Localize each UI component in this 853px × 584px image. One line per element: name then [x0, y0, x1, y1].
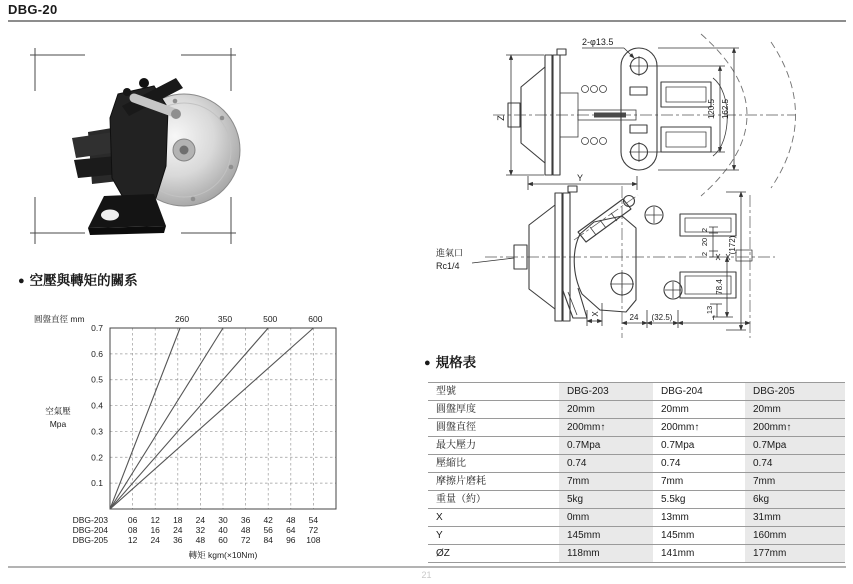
- spec-header-row: [428, 383, 845, 401]
- chart-text: 350: [217, 314, 233, 324]
- chart-text: 24: [173, 525, 183, 535]
- spec-cell: 0.74: [745, 455, 845, 473]
- dim-label-r: r: [712, 313, 716, 322]
- spec-cell: 7mm: [653, 473, 745, 491]
- dim-x: [587, 303, 602, 326]
- chart-text: 0.5: [91, 374, 103, 385]
- spec-cell: 20mm: [653, 401, 745, 419]
- table-section-heading: [424, 351, 476, 371]
- spec-row-label: X: [428, 509, 559, 527]
- chart-text: 260: [174, 314, 190, 324]
- spec-row-label: Y: [428, 527, 559, 545]
- chart-text: 40: [218, 525, 228, 535]
- spec-row: [428, 545, 845, 563]
- chart-text: 600: [308, 314, 323, 324]
- spec-cell: 7mm: [559, 473, 653, 491]
- spec-cell: 0.7Mpa: [559, 437, 653, 455]
- spec-cell: 0.7Mpa: [745, 437, 845, 455]
- dim-label-32-5: (32.5): [651, 313, 673, 322]
- spec-row: [428, 437, 845, 455]
- spec-cell: 5.5kg: [653, 491, 745, 509]
- spec-cell: 0mm: [559, 509, 653, 527]
- dim-label-13: 13: [705, 305, 714, 315]
- chart-text: 12: [150, 515, 160, 525]
- air-chamber: [514, 186, 577, 321]
- chart-text: 12: [127, 535, 138, 545]
- chart-text: DBG-205: [72, 535, 108, 545]
- chart-text: 24: [150, 535, 160, 545]
- spec-row: [428, 401, 845, 419]
- chart-text: 36: [240, 515, 251, 525]
- chart-text: 08: [127, 525, 138, 535]
- dim-label-20: 20: [700, 237, 709, 247]
- spec-row-label: 圓盤直徑: [428, 419, 559, 437]
- chart-text: 06: [127, 515, 138, 525]
- drawing-side-view: [430, 170, 853, 350]
- chart-text: 0.6: [91, 348, 103, 359]
- chart-text: 72: [240, 535, 251, 545]
- spec-table: [428, 382, 845, 563]
- dim-label-y: Y: [576, 173, 584, 183]
- dim-label-24: 24: [629, 313, 639, 322]
- chart-text: 54: [308, 515, 319, 525]
- spec-cell: 31mm: [745, 509, 845, 527]
- dim-label-172: (172): [728, 235, 737, 255]
- brake-photo-illustration: [72, 78, 240, 235]
- spec-row-label: 重量（約）: [428, 491, 559, 509]
- spec-cell: 20mm: [559, 401, 653, 419]
- dim-label-x: X: [591, 311, 600, 317]
- spec-cell: 7mm: [745, 473, 845, 491]
- spec-row-label: 最大壓力: [428, 437, 559, 455]
- product-photo: [28, 46, 268, 246]
- brake-pads: [661, 78, 727, 156]
- spec-row: [428, 527, 845, 545]
- spec-col-header: DBG-204: [653, 383, 745, 401]
- spec-row: [428, 473, 845, 491]
- chart-text: 0.2: [91, 452, 103, 463]
- chart-text: DBG-203: [72, 515, 108, 525]
- dim-label-78-4: 78.4: [715, 279, 724, 295]
- spec-row-label: 壓縮比: [428, 455, 559, 473]
- bullet-icon: ●: [424, 357, 431, 369]
- spec-col-header: DBG-205: [745, 383, 845, 401]
- bullet-icon: ●: [18, 275, 25, 287]
- series-line-600: [110, 328, 313, 509]
- dim-78-4: [712, 257, 733, 317]
- spec-cell: 6kg: [745, 491, 845, 509]
- table-heading-text: 規格表: [435, 355, 477, 370]
- mounting-foot: [562, 288, 587, 318]
- spec-row: [428, 491, 845, 509]
- chart-text: 空氣壓: [45, 406, 71, 416]
- page-number: 21: [421, 570, 432, 580]
- chart-text: Mpa: [49, 419, 67, 429]
- spec-col-model-label: 型號: [428, 383, 559, 401]
- chart-text: 96: [286, 535, 296, 545]
- spec-cell: 0.74: [559, 455, 653, 473]
- spec-cell: 200mm↑: [559, 419, 653, 437]
- chart-text: 60: [218, 535, 228, 545]
- spec-cell: 13mm: [653, 509, 745, 527]
- dim-label-2b: 2: [700, 251, 709, 257]
- chart-text: 72: [308, 525, 319, 535]
- spec-cell: 145mm: [653, 527, 745, 545]
- chart-text: 0.1: [91, 478, 103, 489]
- chart-text: 0.3: [91, 426, 103, 437]
- chart-section-heading: [18, 269, 138, 289]
- chart-heading-text: 空壓與轉矩的關系: [29, 273, 138, 288]
- chart-text: 32: [195, 525, 206, 535]
- dim-label-120-5: 120.5: [707, 98, 716, 120]
- chart-text: 42: [263, 515, 273, 525]
- chart-text: 30: [218, 515, 228, 525]
- spec-cell: 200mm↑: [745, 419, 845, 437]
- chart-text: 56: [263, 525, 273, 535]
- inlet-label-line2: Rc1/4: [436, 261, 460, 271]
- spec-row: [428, 419, 845, 437]
- chart-text: 48: [240, 525, 251, 535]
- spec-cell: 160mm: [745, 527, 845, 545]
- spec-cell: 0.7Mpa: [653, 437, 745, 455]
- series-line-350: [110, 328, 223, 509]
- spec-row: [428, 509, 845, 527]
- chart-text: 84: [263, 535, 273, 545]
- chart-text: 0.7: [91, 323, 103, 333]
- spec-row: [428, 455, 845, 473]
- spec-cell: 141mm: [653, 545, 745, 563]
- spec-row-label: ØZ: [428, 545, 559, 563]
- chart-text: 108: [306, 535, 321, 545]
- dim-y: [528, 173, 637, 190]
- chart-text: 64: [286, 525, 296, 535]
- chart-text: 轉矩 kgm(×10Nm): [188, 550, 258, 560]
- spec-table-body: [428, 383, 845, 563]
- chart-text: 0.4: [91, 400, 103, 411]
- dim-label-z: Z: [496, 115, 506, 121]
- spec-cell: 5kg: [559, 491, 653, 509]
- chart-text: 24: [195, 515, 206, 525]
- bottom-rule: [8, 566, 846, 568]
- chart-text: 36: [173, 535, 183, 545]
- dim-label-162-5: 162.5: [721, 98, 730, 120]
- spec-cell: 20mm: [745, 401, 845, 419]
- dim-2-20-2: [700, 227, 718, 257]
- chart-text: DBG-204: [72, 525, 108, 535]
- dim-holes: [582, 37, 634, 58]
- caliper-body: [574, 206, 682, 312]
- spec-col-header: DBG-203: [559, 383, 653, 401]
- chart-text: 48: [195, 535, 206, 545]
- chart-text: 18: [173, 515, 183, 525]
- top-rule: [8, 20, 846, 22]
- inlet-label: [436, 247, 514, 271]
- dim-label-2a: 2: [700, 227, 709, 233]
- spec-cell: 0.74: [653, 455, 745, 473]
- spec-cell: 177mm: [745, 545, 845, 563]
- spec-cell: 145mm: [559, 527, 653, 545]
- spec-cell: 200mm↑: [653, 419, 745, 437]
- chart-text: 圓盤直徑 mm: [34, 314, 85, 324]
- spec-row-label: 摩擦片磨耗: [428, 473, 559, 491]
- chart-text: 500: [263, 314, 278, 324]
- series-line-500: [110, 328, 268, 509]
- spec-cell: 118mm: [559, 545, 653, 563]
- torque-pressure-chart: [20, 296, 355, 568]
- chart-text: 48: [286, 515, 296, 525]
- dim-label-holes: 2-φ13.5: [582, 37, 614, 47]
- chart-text: 16: [150, 525, 160, 535]
- inlet-label-line1: 進氣口: [436, 248, 464, 258]
- air-chamber: [508, 49, 566, 175]
- dim-bottom: [622, 310, 750, 328]
- page-title: DBG-20: [8, 2, 58, 17]
- spec-row-label: 圓盤厚度: [428, 401, 559, 419]
- lever-arm: [574, 195, 638, 242]
- series-line-260: [110, 328, 180, 509]
